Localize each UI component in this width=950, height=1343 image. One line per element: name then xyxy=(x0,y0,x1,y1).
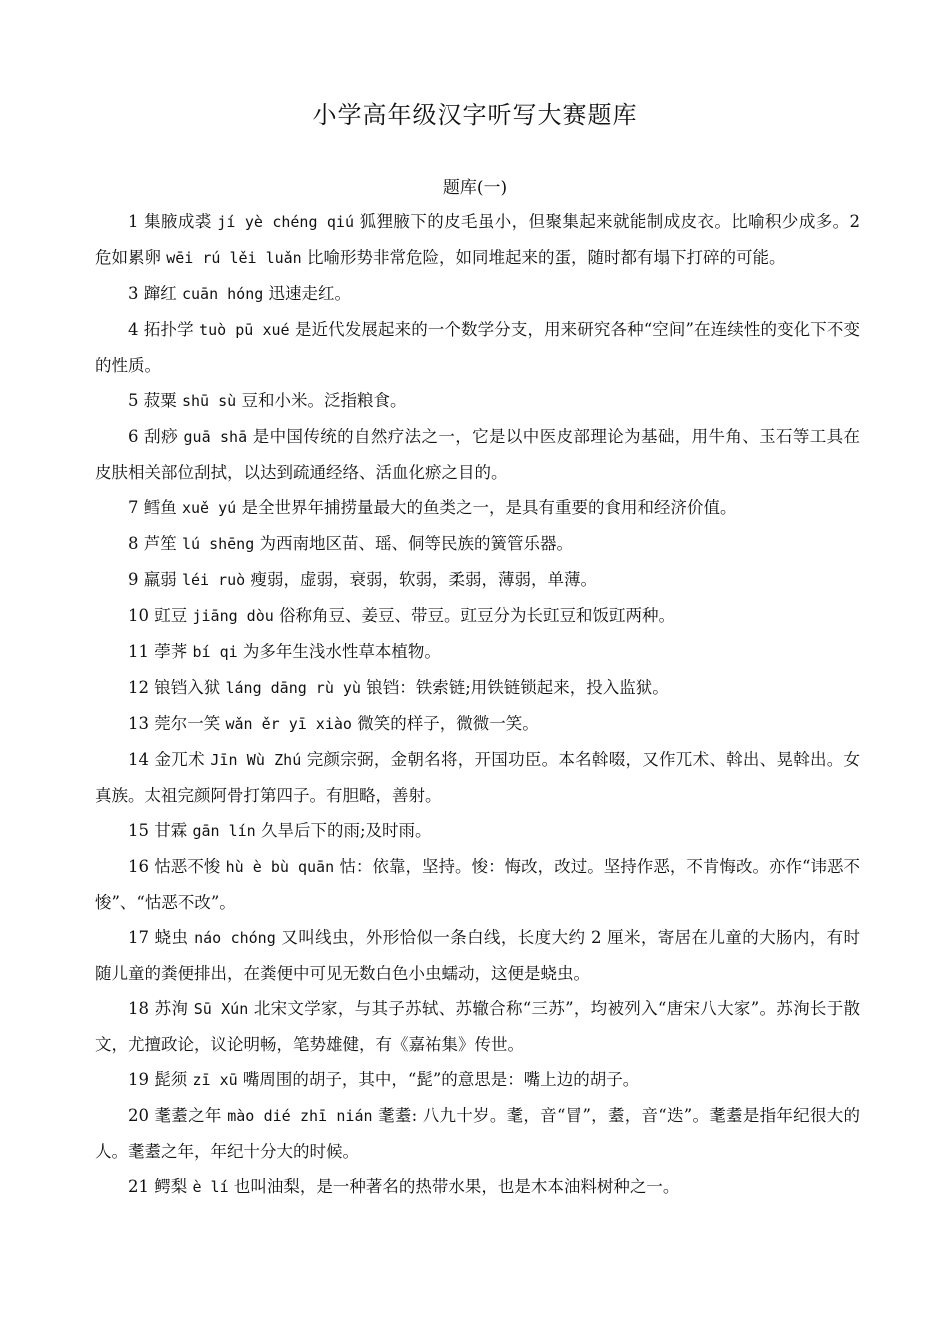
entry-number: 15 xyxy=(128,821,149,840)
entry-5 xyxy=(95,383,860,419)
entry-word: 豇豆 xyxy=(154,606,188,625)
entry-pinyin: mào dié zhī nián xyxy=(227,1107,373,1125)
entry-definition: 久旱后下的雨;及时雨。 xyxy=(260,821,432,840)
entry-number: 10 xyxy=(128,606,149,625)
entry-pinyin: zī xū xyxy=(192,1071,238,1089)
entry-number: 11 xyxy=(128,642,149,661)
entry-pinyin: gān lín xyxy=(192,822,256,840)
entry-word: 鳄梨 xyxy=(154,1177,188,1196)
entry-number: 17 xyxy=(128,928,149,947)
entry-definition: 微笑的样子，微微一笑。 xyxy=(357,714,539,733)
entry-word: 芦笙 xyxy=(143,534,177,553)
entry-word: 蹿红 xyxy=(143,284,177,303)
entry-definition: 完颜宗弼，金朝名将，开国功臣。本名斡啜，又作兀术、斡出、晃斡出。女真族。太祖完颜阿骨打第四子。有胆略，善射。 xyxy=(95,750,861,805)
entry-number: 7 xyxy=(128,498,139,517)
entry-word: 菽粟 xyxy=(143,391,177,410)
entry-word: 金兀术 xyxy=(154,750,205,769)
entry-word: 髭须 xyxy=(154,1070,188,1089)
entry-definition: 是近代发展起来的一个数学分支，用来研究各种“空间”在连续性的变化下不变的性质。 xyxy=(95,320,861,375)
entry-pinyin: jiāng dòu xyxy=(192,607,274,625)
entry-16 xyxy=(95,849,860,920)
entry-number: 20 xyxy=(128,1106,149,1125)
entry-definition: 迅速走红。 xyxy=(268,284,352,303)
entry-definition: 俗称角豆、姜豆、带豆。豇豆分为长豇豆和饭豇两种。 xyxy=(279,606,676,625)
entry-17 xyxy=(95,920,860,991)
entry-number: 2 xyxy=(849,212,861,231)
entry-number: 13 xyxy=(128,714,149,733)
entry-number: 21 xyxy=(128,1177,149,1196)
entry-number: 1 xyxy=(128,212,139,231)
entry-word: 锒铛入狱 xyxy=(154,678,221,697)
entry-19 xyxy=(95,1062,860,1098)
entry-word: 刮痧 xyxy=(144,427,178,446)
entry-pinyin: láng dāng rù yù xyxy=(225,679,361,697)
entry-pinyin: tuò pū xué xyxy=(199,321,290,339)
entry-definition: 瘦弱，虚弱，衰弱，软弱，柔弱，薄弱，单薄。 xyxy=(250,570,597,589)
entry-11 xyxy=(95,634,860,670)
entry-word: 拓扑学 xyxy=(143,320,194,339)
entry-number: 9 xyxy=(128,570,139,589)
entry-3 xyxy=(95,276,860,312)
entry-18 xyxy=(95,991,860,1062)
entry-pinyin: shū sù xyxy=(182,392,237,410)
entry-20 xyxy=(95,1098,860,1169)
entry-number: 5 xyxy=(128,391,139,410)
entry-21 xyxy=(95,1169,860,1205)
entry-number: 12 xyxy=(128,678,149,697)
entry-7 xyxy=(95,490,860,526)
section-title: 题库(一) xyxy=(442,178,508,198)
entry-4 xyxy=(95,312,860,383)
entry-definition: 怙：依靠，坚持。悛：悔改，改过。坚持作恶，不肯悔改。亦作“讳恶不悛”、“怙恶不改”。 xyxy=(95,857,861,912)
entry-14 xyxy=(95,742,860,813)
entry-pinyin: è lí xyxy=(192,1178,229,1196)
entry-pinyin: náo chóng xyxy=(194,929,276,947)
entry-number: 3 xyxy=(128,284,139,303)
entry-pinyin: hù è bù quān xyxy=(225,858,335,876)
entry-definition: 豆和小米。泛指粮食。 xyxy=(241,391,407,410)
entry-word: 苏洵 xyxy=(154,999,189,1018)
entry-definition: 北宋文学家，与其子苏轼、苏辙合称“三苏”，均被列入“唐宋八大家”。苏洵长于散文，尤擅政论，议论明畅，笔势雄健，有《嘉祐集》传世。 xyxy=(95,999,861,1054)
entry-pinyin: wǎn ěr yī xiào xyxy=(225,715,352,733)
entry-pinyin: jí yè chéng qiú xyxy=(217,213,354,231)
entry-definition: 也叫油梨，是一种著名的热带水果，也是木本油料树种之一。 xyxy=(233,1177,680,1196)
entry-6 xyxy=(95,419,860,490)
entry-definition: 是全世界年捕捞量最大的鱼类之一，是具有重要的食用和经济价值。 xyxy=(241,498,737,517)
entry-word: 怙恶不悛 xyxy=(154,857,221,876)
entry-pinyin: guā shā xyxy=(183,428,248,446)
entry-definition: 为多年生浅水性草本植物。 xyxy=(242,642,441,661)
entry-15 xyxy=(95,813,860,849)
entry-definition: 耄耋: 八九十岁。耄，音“冒”，耋，音“迭”。耄耋是指年纪很大的人。耄耋之年，年纪十分大的时候。 xyxy=(95,1106,861,1161)
entry-pinyin: lú shēng xyxy=(182,535,255,553)
entry-word: 耄耋之年 xyxy=(154,1106,222,1125)
entry-10 xyxy=(95,598,860,634)
entry-definition: 锒铛：铁索链;用铁链锁起来，投入监狱。 xyxy=(366,678,669,697)
entry-9 xyxy=(95,562,860,598)
entry-definition: 是中国传统的自然疗法之一，它是以中医皮部理论为基础，用牛角、玉石等工具在皮肤相关部位刮拭，以达到疏通经络、活血化瘀之目的。 xyxy=(95,427,861,482)
entry-number: 16 xyxy=(128,857,149,876)
entry-pinyin: Jīn Wù Zhú xyxy=(210,751,302,769)
entry-1 xyxy=(95,204,860,276)
entry-number: 14 xyxy=(128,750,149,769)
entry-word: 鳕鱼 xyxy=(143,498,177,517)
entry-number: 8 xyxy=(128,534,139,553)
entry-definition: 嘴周围的胡子，其中，“髭”的意思是：嘴上边的胡子。 xyxy=(242,1070,640,1089)
entry-number: 4 xyxy=(128,320,139,339)
entry-13 xyxy=(95,706,860,742)
entry-definition: 又叫线虫，外形恰似一条白线，长度大约 2 厘米，寄居在儿童的大肠内，有时随儿童的粪便排出，在粪便中可见无数白色小虫蠕动，这便是蛲虫。 xyxy=(95,928,861,983)
entry-number: 18 xyxy=(128,999,149,1018)
entry-pinyin: léi ruò xyxy=(182,571,246,589)
entry-word: 莞尔一笑 xyxy=(154,714,221,733)
entry-pinyin: wēi rú lěi luǎn xyxy=(166,249,302,267)
entry-pinyin: Sū Xún xyxy=(193,1000,249,1018)
entry-8 xyxy=(95,526,860,562)
entry-word: 羸弱 xyxy=(143,570,177,589)
entry-12 xyxy=(95,670,860,706)
entry-pinyin: xuě yú xyxy=(182,499,237,517)
entry-definition: 为西南地区苗、瑶、侗等民族的簧管乐器。 xyxy=(259,534,573,553)
entry-number: 6 xyxy=(128,427,139,446)
entry-pinyin: cuān hóng xyxy=(182,285,264,303)
page-title: 小学高年级汉字听写大赛题库 xyxy=(312,101,638,129)
entry-definition: 比喻形势非常危险，如同堆起来的蛋，随时都有塌下打碎的可能。 xyxy=(306,248,786,267)
entry-word: 危如累卵 xyxy=(95,248,161,267)
entry-number: 19 xyxy=(128,1070,149,1089)
entry-list xyxy=(95,204,860,1205)
entry-word: 甘霖 xyxy=(154,821,188,840)
entry-definition: 狐狸腋下的皮毛虽小，但聚集起来就能制成皮衣。比喻积少成多。 xyxy=(359,212,850,231)
entry-word: 蛲虫 xyxy=(154,928,189,947)
entry-word: 荸荠 xyxy=(154,642,188,661)
entry-word: 集腋成裘 xyxy=(144,212,212,231)
entry-pinyin: bí qi xyxy=(192,643,238,661)
